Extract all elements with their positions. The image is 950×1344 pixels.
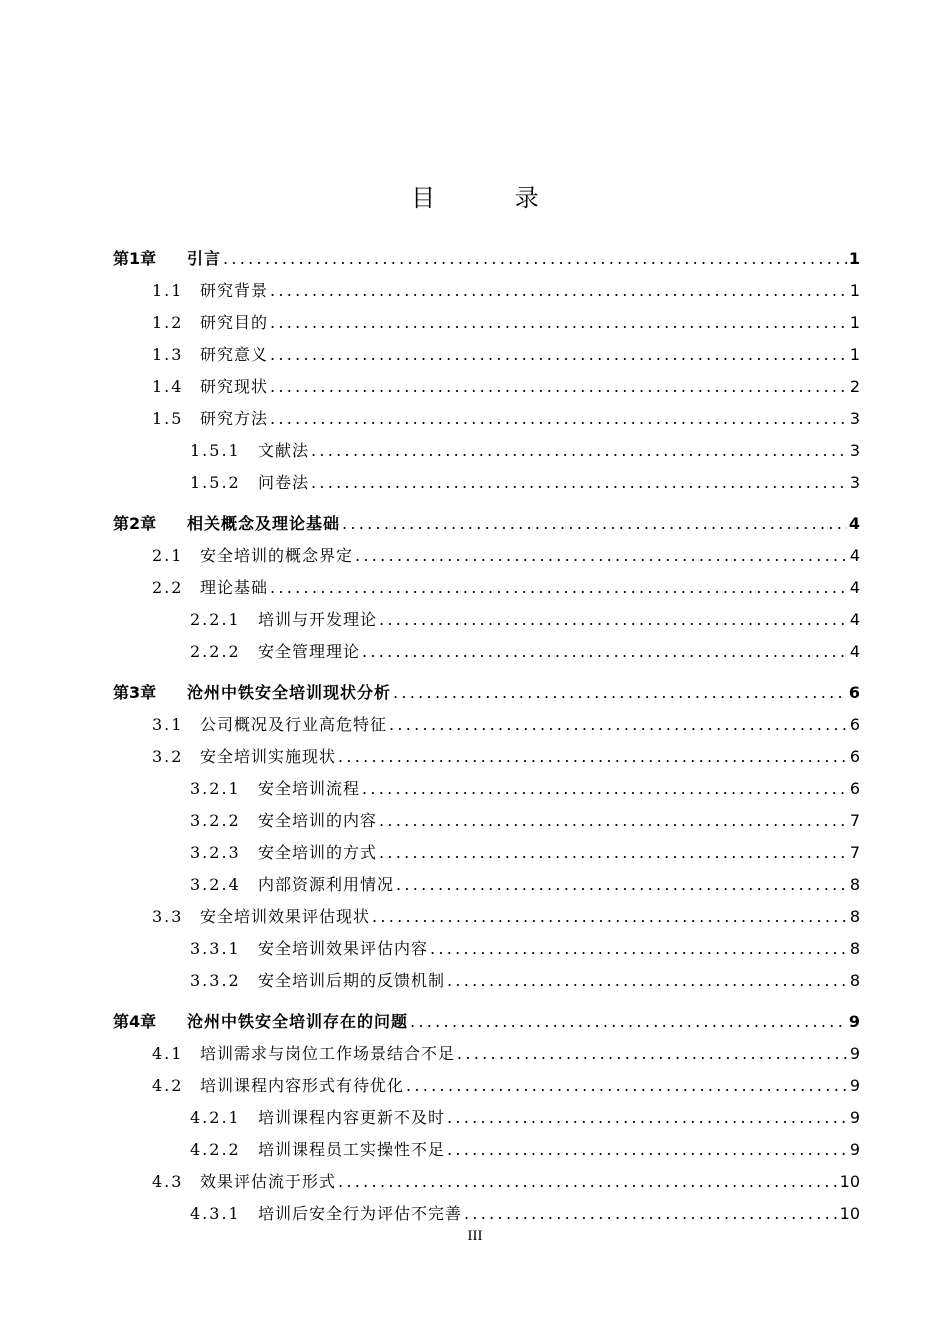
toc-entry-title: 培训课程内容形式有待优化 (200, 1076, 405, 1095)
dot-leader (406, 1073, 848, 1099)
toc-entry[interactable] (113, 511, 860, 537)
toc-entry-page: 4 (848, 514, 860, 533)
toc-entry-title: 研究背景 (200, 281, 269, 300)
toc-entry-number: 3.3.2 (190, 971, 241, 990)
toc-entry-page: 1 (849, 313, 860, 332)
toc-entry-page: 1 (849, 345, 860, 364)
dot-leader (270, 575, 848, 601)
toc-entry-page: 9 (849, 1044, 860, 1063)
toc-entry-number: 4.1 (152, 1044, 184, 1063)
toc-entry[interactable] (190, 808, 860, 834)
toc-entry-page: 4 (849, 610, 860, 629)
toc-entry-page: 4 (849, 578, 860, 597)
toc-entry-title: 沧州中铁安全培训现状分析 (187, 683, 392, 702)
dot-leader (362, 639, 848, 665)
toc-entry-title: 安全培训的概念界定 (200, 546, 354, 565)
toc-entry-page: 10 (839, 1204, 860, 1223)
toc-entry-number: 1.1 (152, 281, 184, 300)
toc-entry[interactable] (152, 712, 860, 738)
toc-entry[interactable] (152, 1073, 860, 1099)
toc-entry-page: 3 (849, 409, 860, 428)
toc-entry-number: 2.2.1 (190, 610, 241, 629)
toc-entry-page: 2 (849, 377, 860, 396)
toc-entry-page: 8 (849, 875, 860, 894)
toc-entry[interactable] (152, 904, 860, 930)
dot-leader (457, 1041, 848, 1067)
toc-entry[interactable] (152, 1169, 860, 1195)
dot-leader (389, 712, 848, 738)
dot-leader (270, 342, 848, 368)
dot-leader (393, 680, 847, 706)
toc-entry[interactable] (152, 374, 860, 400)
dot-leader (311, 470, 848, 496)
toc-entry[interactable] (152, 575, 860, 601)
toc-entry-title: 培训课程内容更新不及时 (258, 1108, 446, 1127)
dot-leader (430, 936, 848, 962)
dot-leader (447, 968, 848, 994)
toc-entry-page: 1 (848, 249, 860, 268)
toc-entry-number: 3.2.4 (190, 875, 241, 894)
dot-leader (362, 776, 848, 802)
toc-entry[interactable] (190, 872, 860, 898)
toc-entry-page: 8 (849, 971, 860, 990)
toc-entry-title: 文献法 (258, 441, 310, 460)
toc-entry-number: 4.3 (152, 1172, 184, 1191)
toc-entry-number: 2.2.2 (190, 642, 241, 661)
toc-entry-title: 安全培训实施现状 (200, 747, 337, 766)
toc-entry-number: 1.5.2 (190, 473, 241, 492)
toc-entry-title: 培训与开发理论 (258, 610, 378, 629)
toc-entry-page: 8 (849, 907, 860, 926)
toc-entry-number: 3.2.3 (190, 843, 241, 862)
toc-entry-title: 安全管理理论 (258, 642, 361, 661)
toc-entry-title: 安全培训的方式 (258, 843, 378, 862)
toc-entry-page: 4 (849, 546, 860, 565)
page-number: III (467, 1228, 483, 1244)
toc-entry-number: 第3章 (113, 683, 157, 702)
toc-entry-page: 6 (849, 715, 860, 734)
toc-entry-page: 9 (849, 1076, 860, 1095)
toc-entry-page: 10 (839, 1172, 860, 1191)
toc-entry-number: 3.2.2 (190, 811, 241, 830)
toc-entry-page: 7 (849, 811, 860, 830)
dot-leader (270, 374, 848, 400)
toc-entry-page: 6 (849, 747, 860, 766)
toc-entry[interactable] (190, 840, 860, 866)
dot-leader (447, 1105, 848, 1131)
toc-entry-title: 内部资源利用情况 (258, 875, 395, 894)
toc-entry[interactable] (190, 1105, 860, 1131)
dot-leader (379, 607, 848, 633)
toc-entry[interactable] (152, 543, 860, 569)
toc-entry-title: 安全培训的内容 (258, 811, 378, 830)
toc-entry-title: 研究现状 (200, 377, 269, 396)
toc-entry-title: 效果评估流于形式 (200, 1172, 337, 1191)
toc-entry-title: 培训需求与岗位工作场景结合不足 (200, 1044, 456, 1063)
toc-entry-number: 3.2.1 (190, 779, 241, 798)
toc-entry-title: 问卷法 (258, 473, 310, 492)
toc-entry[interactable] (152, 406, 860, 432)
page-title: 目 录 (411, 184, 575, 212)
dot-leader (355, 543, 848, 569)
toc-entry[interactable] (190, 607, 860, 633)
toc-entry-page: 6 (848, 683, 860, 702)
toc-entry-page: 3 (849, 473, 860, 492)
toc-entry-title: 沧州中铁安全培训存在的问题 (187, 1012, 409, 1031)
toc-entry[interactable] (190, 776, 860, 802)
toc-entry-page: 9 (849, 1140, 860, 1159)
toc-entry-title: 研究意义 (200, 345, 269, 364)
toc-entry-title: 研究方法 (200, 409, 269, 428)
toc-entry-title: 相关概念及理论基础 (187, 514, 341, 533)
toc-entry[interactable] (113, 1009, 860, 1035)
toc-entry-title: 培训后安全行为评估不完善 (258, 1204, 463, 1223)
toc-entry-number: 1.5 (152, 409, 184, 428)
toc-entry-number: 1.4 (152, 377, 184, 396)
dot-leader (396, 872, 848, 898)
toc-entry-title: 安全培训效果评估现状 (200, 907, 371, 926)
dot-leader (270, 406, 848, 432)
dot-leader (464, 1201, 838, 1227)
toc-entry[interactable] (113, 680, 860, 706)
toc-entry-number: 1.3 (152, 345, 184, 364)
toc-entry-number: 4.2 (152, 1076, 184, 1095)
toc-entry[interactable] (152, 310, 860, 336)
toc-entry[interactable] (152, 1041, 860, 1067)
toc-entry[interactable] (152, 744, 860, 770)
toc-entry-page: 1 (849, 281, 860, 300)
toc-entry-page: 4 (849, 642, 860, 661)
toc-entry-title: 理论基础 (200, 578, 269, 597)
toc-entry-title: 培训课程员工实操性不足 (258, 1140, 446, 1159)
dot-leader (311, 438, 848, 464)
dot-leader (338, 744, 848, 770)
toc-entry-number: 3.2 (152, 747, 184, 766)
dot-leader (342, 511, 847, 537)
dot-leader (379, 840, 848, 866)
dot-leader (223, 246, 847, 272)
toc-entry-number: 3.1 (152, 715, 184, 734)
toc-entry[interactable] (113, 246, 860, 272)
toc-entry[interactable] (190, 968, 860, 994)
toc-entry-title: 研究目的 (200, 313, 269, 332)
toc-entry-title: 安全培训后期的反馈机制 (258, 971, 446, 990)
toc-entry[interactable] (190, 1137, 860, 1163)
toc-entry-number: 2.2 (152, 578, 184, 597)
toc-entry-number: 第4章 (113, 1012, 157, 1031)
toc-entry-title: 引言 (187, 249, 222, 268)
toc-entry-number: 4.2.1 (190, 1108, 241, 1127)
toc-entry-number: 2.1 (152, 546, 184, 565)
toc-entry[interactable] (152, 278, 860, 304)
toc-entry-page: 9 (849, 1108, 860, 1127)
dot-leader (270, 310, 848, 336)
toc-entry-page: 8 (849, 939, 860, 958)
toc-entry-title: 公司概况及行业高危特征 (200, 715, 388, 734)
toc-entry-number: 1.2 (152, 313, 184, 332)
toc-entry[interactable] (152, 342, 860, 368)
toc-entry[interactable] (190, 1201, 860, 1227)
dot-leader (372, 904, 848, 930)
toc-entry[interactable] (190, 639, 860, 665)
dot-leader (447, 1137, 848, 1163)
toc-entry[interactable] (190, 470, 860, 496)
toc-entry-title: 安全培训效果评估内容 (258, 939, 429, 958)
toc-entry-page: 7 (849, 843, 860, 862)
toc-entry-title: 安全培训流程 (258, 779, 361, 798)
dot-leader (270, 278, 848, 304)
toc-entry-page: 3 (849, 441, 860, 460)
toc-entry-page: 6 (849, 779, 860, 798)
dot-leader (410, 1009, 847, 1035)
dot-leader (338, 1169, 838, 1195)
toc-entry-number: 3.3.1 (190, 939, 241, 958)
toc-entry-page: 9 (848, 1012, 860, 1031)
toc-entry[interactable] (190, 438, 860, 464)
toc-entry-number: 4.3.1 (190, 1204, 241, 1223)
toc-entry-number: 3.3 (152, 907, 184, 926)
dot-leader (379, 808, 848, 834)
toc-entry-number: 第2章 (113, 514, 157, 533)
toc-entry-number: 4.2.2 (190, 1140, 241, 1159)
toc-entry-number: 第1章 (113, 249, 157, 268)
toc-entry[interactable] (190, 936, 860, 962)
toc-entry-number: 1.5.1 (190, 441, 241, 460)
